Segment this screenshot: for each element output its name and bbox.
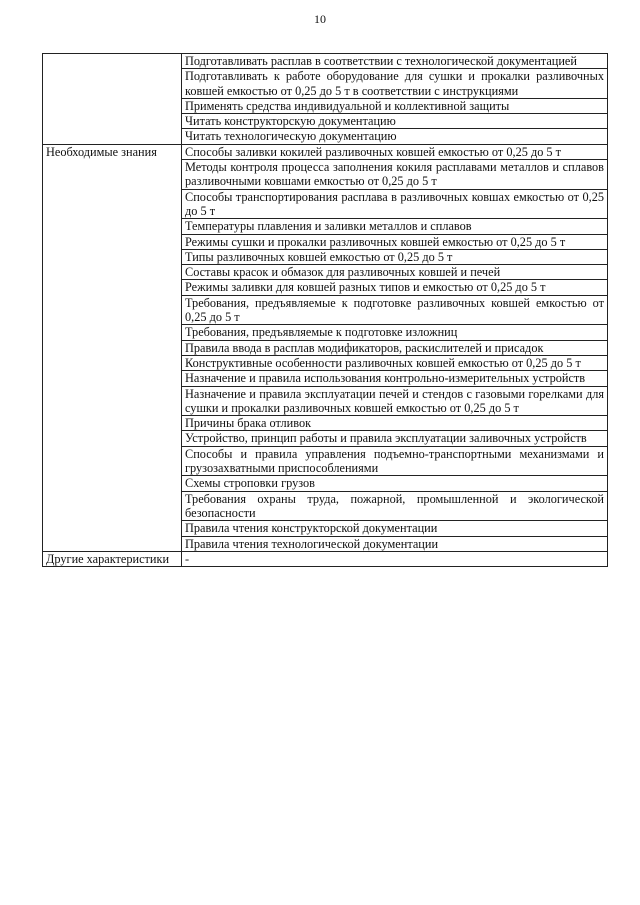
requirement-item: Требования, предъявляемые к подготовке разливочных ковшей емкостью от 0,25 до 5 т (182, 295, 608, 325)
requirement-item: Устройство, принцип работы и правила эксплуатации заливочных устройств (182, 431, 608, 446)
requirement-item: Требования, предъявляемые к подготовке изложниц (182, 325, 608, 340)
requirement-item: Причины брака отливок (182, 416, 608, 431)
requirement-item: Назначение и правила эксплуатации печей и стендов с газовыми горелками для сушки и прокалки разливочных ковшей емкостью от 0,25 до 5 т (182, 386, 608, 416)
requirement-item: Назначение и правила использования контрольно-измерительных устройств (182, 371, 608, 386)
table-row (43, 54, 608, 69)
page-number: 10 (314, 12, 326, 26)
requirement-item: Режимы заливки для ковшей разных типов и емкостью от 0,25 до 5 т (182, 280, 608, 295)
requirement-item: Способы и правила управления подъемно-транспортными механизмами и грузозахватными приспособлениями (182, 446, 608, 476)
requirement-item: Читать технологическую документацию (182, 129, 608, 144)
requirement-item: Типы разливочных ковшей емкостью от 0,25 до 5 т (182, 249, 608, 264)
requirement-item: Температуры плавления и заливки металлов и сплавов (182, 219, 608, 234)
requirement-item: Правила чтения конструкторской документации (182, 521, 608, 536)
table-row (43, 551, 608, 566)
requirement-item: Схемы строповки грузов (182, 476, 608, 491)
requirement-item: Подготавливать к работе оборудование для сушки и прокалки разливочных ковшей емкостью от 0,25 до 5 т в соответствии с инструкциями (182, 69, 608, 99)
requirements-table-body (43, 54, 608, 567)
requirement-item: Правила чтения технологической документации (182, 536, 608, 551)
requirement-item: Читать конструкторскую документацию (182, 114, 608, 129)
section-label: Необходимые знания (43, 144, 182, 551)
requirement-item: - (182, 551, 608, 566)
requirement-item: Применять средства индивидуальной и коллективной защиты (182, 98, 608, 113)
requirement-item: Способы заливки кокилей разливочных ковшей емкостью от 0,25 до 5 т (182, 144, 608, 159)
requirements-table (42, 53, 608, 567)
requirement-item: Способы транспортирования расплава в разливочных ковшах емкостью от 0,25 до 5 т (182, 189, 608, 219)
table-row (43, 144, 608, 159)
requirement-item: Методы контроля процесса заполнения кокиля расплавами металлов и сплавов разливочными ковшами емкостью от 0,25 до 5 т (182, 160, 608, 190)
requirement-item: Составы красок и обмазок для разливочных ковшей и печей (182, 265, 608, 280)
requirement-item: Правила ввода в расплав модификаторов, раскислителей и присадок (182, 340, 608, 355)
section-label: Другие характеристики (43, 551, 182, 566)
requirement-item: Конструктивные особенности разливочных ковшей емкостью от 0,25 до 5 т (182, 355, 608, 370)
requirement-item: Подготавливать расплав в соответствии с технологической документацией (182, 54, 608, 69)
requirement-item: Режимы сушки и прокалки разливочных ковшей емкостью от 0,25 до 5 т (182, 234, 608, 249)
requirement-item: Требования охраны труда, пожарной, промышленной и экологической безопасности (182, 491, 608, 521)
section-label (43, 54, 182, 145)
